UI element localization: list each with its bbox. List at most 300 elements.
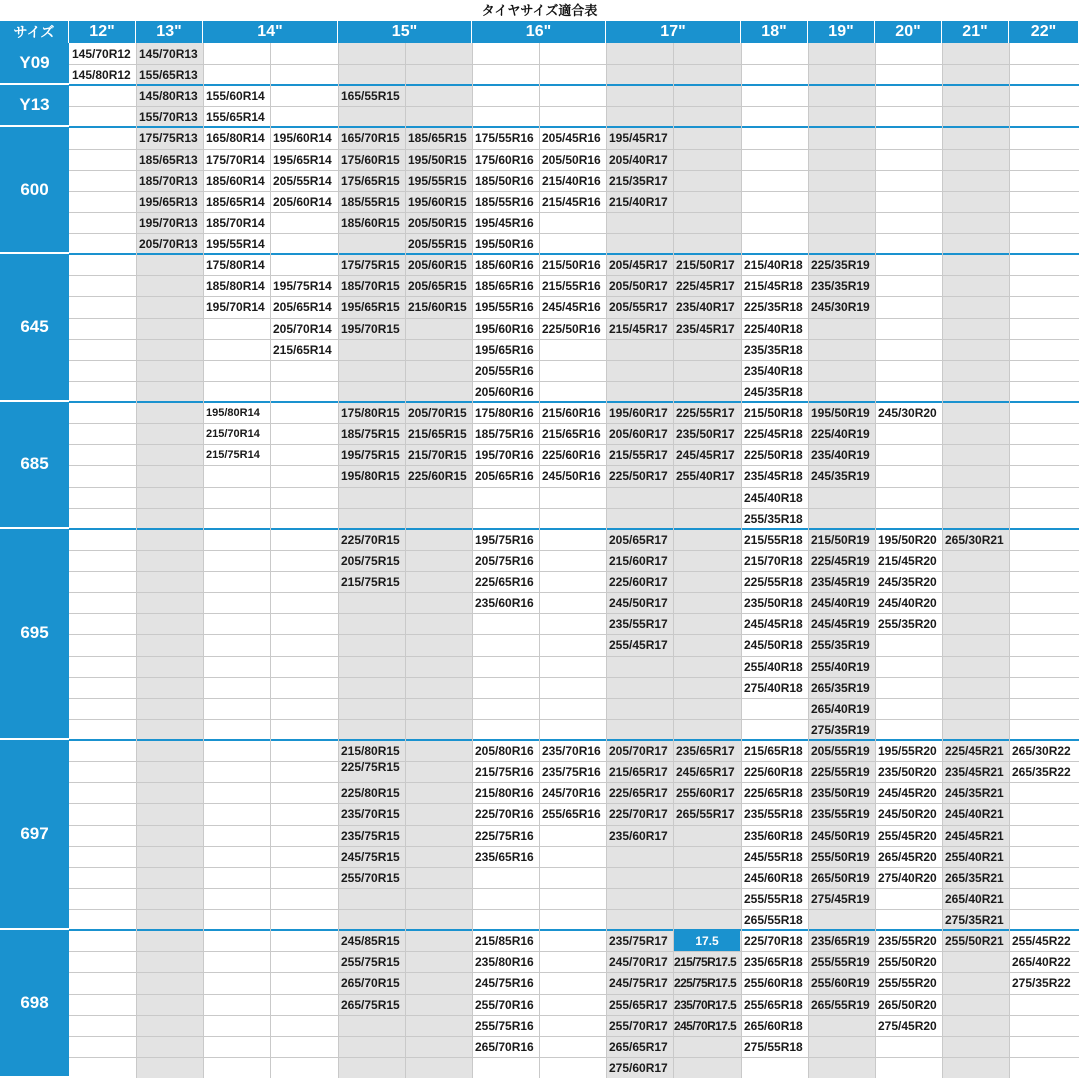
tire-size-cell: 195/55R20 [878, 744, 937, 759]
tire-size-cell: 225/65R16 [475, 575, 534, 590]
header-rim-size: 19" [808, 21, 875, 43]
tire-size-cell: 255/40R19 [811, 659, 870, 674]
tire-size-cell: 155/65R13 [139, 68, 198, 83]
column-divider [1009, 43, 1010, 1078]
tire-size-cell: 265/50R20 [878, 997, 937, 1012]
tire-size-cell: 215/75R15 [341, 575, 400, 590]
tire-size-cell: 225/35R18 [744, 300, 803, 315]
header-rim-size: 15" [338, 21, 472, 43]
tire-size-cell: 225/65R17 [609, 786, 668, 801]
tire-size-cell: 235/65R16 [475, 849, 534, 864]
tire-size-cell: 255/75R16 [475, 1018, 534, 1033]
column-divider [808, 43, 809, 1078]
tire-size-cell: 195/50R19 [811, 406, 870, 421]
header-rim-size: 14" [203, 21, 338, 43]
tire-size-cell: 215/60R16 [542, 406, 601, 421]
tire-size-cell: 205/75R16 [475, 553, 534, 568]
tire-size-cell: 245/50R16 [542, 469, 601, 484]
tire-size-cell: 185/75R15 [341, 427, 400, 442]
row-divider [69, 381, 1079, 382]
tire-size-cell: 225/65R18 [744, 786, 803, 801]
column-divider [338, 43, 339, 1078]
tire-size-cell: 225/45R19 [811, 553, 870, 568]
tire-size-cell: 235/75R16 [542, 765, 601, 780]
tire-size-cell: 245/50R18 [744, 638, 803, 653]
tire-size-cell: 245/35R19 [811, 469, 870, 484]
tire-size-cell: 255/60R18 [744, 976, 803, 991]
tire-size-cell: 235/35R19 [811, 279, 870, 294]
tire-size-cell: 185/70R15 [341, 279, 400, 294]
tire-size-cell: 235/55R20 [878, 934, 937, 949]
tire-size-cell: 245/45R16 [542, 300, 601, 315]
tire-size-cell: 255/35R19 [811, 638, 870, 653]
tire-size-cell: 185/70R14 [206, 215, 265, 230]
tire-size-cell: 225/40R18 [744, 321, 803, 336]
tire-size-cell: 215/60R17 [609, 553, 668, 568]
tire-size-cell: 245/45R17 [676, 448, 735, 463]
tire-size-cell: 245/45R21 [945, 828, 1004, 843]
tire-size-cell: 245/40R18 [744, 490, 803, 505]
shaded-column [673, 43, 741, 1078]
tire-size-cell: 255/35R20 [878, 617, 937, 632]
tire-size-cell: 205/45R16 [542, 131, 601, 146]
column-divider [539, 43, 540, 1078]
tire-size-cell: 245/65R17 [676, 765, 735, 780]
tire-size-cell: 225/70R15 [341, 532, 400, 547]
column-divider [136, 43, 137, 1078]
page-title: タイヤサイズ適合表 [481, 3, 598, 18]
model-label: 697 [0, 740, 69, 930]
tire-size-cell: 185/65R15 [408, 131, 467, 146]
tire-size-cell: 205/60R17 [609, 427, 668, 442]
tire-size-cell: 155/65R14 [206, 110, 265, 125]
tire-size-cell: 215/60R15 [408, 300, 467, 315]
tire-size-cell: 275/40R20 [878, 870, 937, 885]
tire-size-cell: 205/60R15 [408, 258, 467, 273]
tire-size-cell: 195/60R15 [408, 194, 467, 209]
header-rim-size: 12" [69, 21, 136, 43]
tire-size-cell: 195/50R16 [475, 237, 534, 252]
tire-size-cell: 215/65R16 [542, 427, 601, 442]
tire-size-cell: 195/65R13 [139, 194, 198, 209]
column-divider [472, 43, 473, 1078]
tire-size-cell: 155/60R14 [206, 89, 265, 104]
tire-size-cell: 205/50R15 [408, 215, 467, 230]
tire-size-cell: 205/55R14 [273, 173, 332, 188]
tire-size-cell: 215/80R16 [475, 786, 534, 801]
tire-size-cell: 265/30R22 [1012, 744, 1071, 759]
header-size-label: サイズ [0, 21, 69, 43]
tire-size-cell: 235/50R17 [676, 427, 735, 442]
tire-size-cell: 205/70R14 [273, 321, 332, 336]
tire-size-cell: 235/60R16 [475, 596, 534, 611]
tire-size-cell: 235/60R17 [609, 828, 668, 843]
tire-size-cell: 215/50R16 [542, 258, 601, 273]
tire-size-cell: 235/55R19 [811, 807, 870, 822]
tire-size-cell: 195/60R17 [609, 406, 668, 421]
tire-size-cell: 165/55R15 [341, 89, 400, 104]
tire-size-cell: 205/45R17 [609, 258, 668, 273]
row-divider [69, 508, 1079, 509]
tire-size-cell: 205/60R14 [273, 194, 332, 209]
tire-size-cell: 235/40R19 [811, 448, 870, 463]
tire-size-cell: 195/60R16 [475, 321, 534, 336]
tire-size-cell: 225/80R15 [341, 786, 400, 801]
tire-size-cell: 215/55R16 [542, 279, 601, 294]
tire-size-cell: 245/50R20 [878, 807, 937, 822]
tire-size-cell: 225/40R19 [811, 427, 870, 442]
tire-size-cell: 175/60R15 [341, 152, 400, 167]
tire-size-cell: 235/45R18 [744, 469, 803, 484]
tire-size-cell: 235/65R17 [676, 744, 735, 759]
tire-size-cell: 215/45R20 [878, 553, 937, 568]
row-divider [69, 634, 1079, 635]
tire-size-cell: 275/45R20 [878, 1018, 937, 1033]
tire-size-cell: 215/55R17 [609, 448, 668, 463]
tire-size-cell: 235/50R20 [878, 765, 937, 780]
tire-size-cell: 265/40R21 [945, 891, 1004, 906]
tire-size-cell: 185/50R16 [475, 173, 534, 188]
tire-size-cell: 175/60R16 [475, 152, 534, 167]
tire-size-cell: 225/55R17 [676, 406, 735, 421]
model-label: 600 [0, 127, 69, 254]
model-label: 698 [0, 930, 69, 1078]
tire-size-cell: 215/45R17 [609, 321, 668, 336]
tire-size-cell: 205/40R17 [609, 152, 668, 167]
tire-size-cell: 165/70R15 [341, 131, 400, 146]
tire-size-cell: 215/50R18 [744, 406, 803, 421]
tire-size-cell: 185/60R16 [475, 258, 534, 273]
row-divider [69, 677, 1079, 678]
column-divider [270, 43, 271, 1078]
tire-size-cell: 215/70R14 [206, 428, 260, 441]
tire-size-cell: 215/75R14 [206, 449, 260, 462]
tire-size-cell: 265/40R22 [1012, 955, 1071, 970]
tire-size-cell: 255/65R17 [609, 997, 668, 1012]
tire-size-cell: 195/55R15 [408, 173, 467, 188]
tire-size-cell: 255/65R18 [744, 997, 803, 1012]
tire-size-cell: 265/65R17 [609, 1039, 668, 1054]
tire-size-cell: 235/75R15 [341, 828, 400, 843]
column-divider [405, 43, 406, 1078]
tire-size-cell: 205/65R16 [475, 469, 534, 484]
tire-size-cell: 235/70R15 [341, 807, 400, 822]
tire-size-cell: 275/35R21 [945, 913, 1004, 928]
tire-size-cell: 215/85R16 [475, 934, 534, 949]
tire-size-cell: 185/55R15 [341, 194, 400, 209]
tire-size-cell: 225/60R16 [542, 448, 601, 463]
tire-size-cell: 245/75R17 [609, 976, 668, 991]
model-label: Y09 [0, 43, 69, 85]
tire-size-cell: 175/80R14 [206, 258, 265, 273]
tire-size-cell: 195/45R16 [475, 215, 534, 230]
tire-size-cell: 245/45R19 [811, 617, 870, 632]
header-rim-size: 20" [875, 21, 942, 43]
tire-size-cell: 185/65R14 [206, 194, 265, 209]
tire-size-cell: 225/45R21 [945, 744, 1004, 759]
tire-size-cell: 225/75R17.5 [674, 976, 737, 991]
tire-size-cell: 255/45R17 [609, 638, 668, 653]
row-divider [69, 698, 1079, 699]
tire-size-cell: 255/50R19 [811, 849, 870, 864]
tire-size-cell: 235/45R21 [945, 765, 1004, 780]
tire-size-cell: 225/70R17 [609, 807, 668, 822]
tire-size-cell: 215/65R18 [744, 744, 803, 759]
tire-size-cell: 235/60R18 [744, 828, 803, 843]
tire-size-cell: 205/50R16 [542, 152, 601, 167]
tire-size-cell: 255/70R17 [609, 1018, 668, 1033]
model-label: 685 [0, 402, 69, 529]
tire-size-cell: 265/55R17 [676, 807, 735, 822]
tire-size-cell: 215/55R18 [744, 532, 803, 547]
tire-size-cell: 205/55R15 [408, 237, 467, 252]
tire-size-cell: 245/55R18 [744, 849, 803, 864]
tire-size-cell: 245/45R20 [878, 786, 937, 801]
tire-size-cell: 265/60R18 [744, 1018, 803, 1033]
tire-size-cell: 245/70R17 [609, 955, 668, 970]
tire-size-cell: 225/70R16 [475, 807, 534, 822]
tire-size-cell: 255/35R18 [744, 511, 803, 526]
tire-size-cell: 225/75R16 [475, 828, 534, 843]
tire-size-cell: 275/40R18 [744, 680, 803, 695]
tire-size-cell: 235/80R16 [475, 955, 534, 970]
tire-size-cell: 245/40R20 [878, 596, 937, 611]
model-label: 645 [0, 254, 69, 402]
tire-size-cell: 235/70R17.5 [674, 997, 737, 1012]
tire-size-cell: 205/75R15 [341, 553, 400, 568]
tire-size-cell: 225/50R17 [609, 469, 668, 484]
tire-size-cell: 225/55R18 [744, 575, 803, 590]
tire-size-cell: 195/50R15 [408, 152, 467, 167]
tire-size-cell: 275/60R17 [609, 1060, 668, 1075]
tire-size-cell: 235/65R19 [811, 934, 870, 949]
column-divider [741, 43, 742, 1078]
header-rim-size: 21" [942, 21, 1009, 43]
tire-size-cell: 225/75R15 [341, 760, 400, 775]
row-divider [69, 360, 1079, 361]
tire-size-cell: 205/55R16 [475, 363, 534, 378]
tire-size-cell: 175/70R14 [206, 152, 265, 167]
tire-size-cell: 215/40R17 [609, 194, 668, 209]
tire-size-cell: 265/70R16 [475, 1039, 534, 1054]
tire-size-cell: 225/60R18 [744, 765, 803, 780]
header-rim-size: 16" [472, 21, 606, 43]
column-divider [606, 43, 607, 1078]
tire-size-cell: 175/65R15 [341, 173, 400, 188]
tire-size-cell: 215/50R17 [676, 258, 735, 273]
tire-size-cell: 215/40R18 [744, 258, 803, 273]
tire-size-cell: 175/80R15 [341, 406, 400, 421]
tire-size-cell: 215/70R15 [408, 448, 467, 463]
tire-size-cell: 245/85R15 [341, 934, 400, 949]
header-rim-size: 18" [741, 21, 808, 43]
tire-size-cell: 255/45R20 [878, 828, 937, 843]
tire-size-cell: 145/70R13 [139, 47, 198, 61]
tire-size-cell: 195/70R16 [475, 448, 534, 463]
tire-size-cell: 205/70R13 [139, 237, 198, 252]
row-divider [69, 719, 1079, 720]
tire-size-cell: 255/40R17 [676, 469, 735, 484]
tire-size-cell: 275/45R19 [811, 891, 870, 906]
tire-size-cell: 215/40R16 [542, 173, 601, 188]
tire-size-cell: 215/65R17 [609, 765, 668, 780]
tire-size-cell: 265/40R19 [811, 701, 870, 716]
tire-size-cell: 245/30R20 [878, 406, 937, 421]
tire-size-cell: 215/50R19 [811, 532, 870, 547]
tire-size-cell: 245/75R15 [341, 849, 400, 864]
tire-size-cell: 255/55R19 [811, 955, 870, 970]
tire-size-cell: 245/35R18 [744, 384, 803, 399]
tire-size-cell: 255/65R16 [542, 807, 601, 822]
tire-size-cell: 265/50R19 [811, 870, 870, 885]
tire-size-cell: 255/55R20 [878, 976, 937, 991]
tire-size-cell: 265/30R21 [945, 532, 1004, 547]
tire-size-cell: 245/50R19 [811, 828, 870, 843]
tire-size-cell: 255/45R22 [1012, 934, 1071, 949]
tire-size-cell: 195/75R14 [273, 279, 332, 294]
tire-size-cell: 235/70R16 [542, 744, 601, 759]
model-label: Y13 [0, 85, 69, 127]
tire-size-cell: 275/55R18 [744, 1039, 803, 1054]
tire-size-cell: 275/35R19 [811, 722, 870, 737]
tire-size-cell: 255/40R18 [744, 659, 803, 674]
tire-size-cell: 255/60R19 [811, 976, 870, 991]
tire-size-cell: 225/35R19 [811, 258, 870, 273]
tire-size-cell: 215/75R16 [475, 765, 534, 780]
tire-size-cell: 195/80R15 [341, 469, 400, 484]
tire-size-cell: 255/60R17 [676, 786, 735, 801]
tire-size-cell: 245/60R18 [744, 870, 803, 885]
tire-size-cell: 225/60R17 [609, 575, 668, 590]
tire-size-cell: 195/65R14 [273, 152, 332, 167]
tire-size-cell: 215/45R16 [542, 194, 601, 209]
tire-size-cell: 215/35R17 [609, 173, 668, 188]
tire-size-cell: 215/65R14 [273, 342, 332, 357]
tire-size-cell: 215/75R17.5 [674, 955, 737, 970]
tire-size-cell: 205/60R16 [475, 384, 534, 399]
tire-size-cell: 245/45R18 [744, 617, 803, 632]
column-divider [942, 43, 943, 1078]
tire-size-cell: 195/65R15 [341, 300, 400, 315]
tire-size-cell: 235/40R17 [676, 300, 735, 315]
tire-size-cell: 145/80R13 [139, 89, 198, 104]
tire-size-cell: 245/35R21 [945, 786, 1004, 801]
tire-size-cell: 185/65R13 [139, 152, 198, 167]
tire-size-cell: 175/80R16 [475, 406, 534, 421]
tire-size-cell: 185/60R15 [341, 215, 400, 230]
header-rim-size: 17" [606, 21, 741, 43]
tire-size-cell: 175/75R13 [139, 131, 198, 146]
tire-size-cell: 255/75R15 [341, 955, 400, 970]
tire-size-cell: 235/45R17 [676, 321, 735, 336]
tire-size-cell: 195/60R14 [273, 131, 332, 146]
tire-size-cell: 155/70R13 [139, 110, 198, 125]
tire-size-cell: 195/55R16 [475, 300, 534, 315]
tire-size-cell: 225/50R18 [744, 448, 803, 463]
column-divider [203, 43, 204, 1078]
tire-size-cell: 225/45R18 [744, 427, 803, 442]
tire-size-cell: 215/80R15 [341, 744, 400, 759]
tire-size-cell: 235/55R18 [744, 807, 803, 822]
tire-size-cell: 235/45R19 [811, 575, 870, 590]
tire-size-cell: 195/65R16 [475, 342, 534, 357]
tire-size-cell: 235/50R19 [811, 786, 870, 801]
tire-size-cell: 185/60R14 [206, 173, 265, 188]
tire-size-cell: 205/65R14 [273, 300, 332, 315]
tire-size-cell: 255/70R16 [475, 997, 534, 1012]
row-divider [69, 656, 1079, 657]
tire-size-cell: 245/40R21 [945, 807, 1004, 822]
tire-size-cell: 195/45R17 [609, 131, 668, 146]
tire-size-cell: 215/65R15 [408, 427, 467, 442]
tire-size-cell: 255/50R21 [945, 934, 1004, 949]
tire-size-cell: 265/35R19 [811, 680, 870, 695]
row-divider [69, 888, 1079, 889]
tire-size-cell: 265/45R20 [878, 849, 937, 864]
tire-size-cell: 255/70R15 [341, 870, 400, 885]
tire-size-cell: 245/70R16 [542, 786, 601, 801]
tire-size-cell: 205/70R17 [609, 744, 668, 759]
tire-size-cell: 255/40R21 [945, 849, 1004, 864]
tire-size-cell: 205/55R19 [811, 744, 870, 759]
tire-size-cell: 225/70R18 [744, 934, 803, 949]
tire-size-cell: 265/35R22 [1012, 765, 1071, 780]
tire-size-cell: 225/60R15 [408, 469, 467, 484]
row-divider [69, 1057, 1079, 1058]
column-divider [875, 43, 876, 1078]
tire-size-cell: 255/55R18 [744, 891, 803, 906]
tire-size-cell: 235/75R17 [609, 934, 668, 949]
tire-size-cell: 235/40R18 [744, 363, 803, 378]
header-rim-size: 13" [136, 21, 203, 43]
tire-size-cell: 185/65R16 [475, 279, 534, 294]
tire-size-cell: 195/75R15 [341, 448, 400, 463]
header-rim-size: 22" [1009, 21, 1079, 43]
tire-size-cell: 195/70R13 [139, 215, 198, 230]
row-divider [69, 64, 1079, 65]
tire-size-cell: 185/75R16 [475, 427, 534, 442]
tire-size-cell: 185/55R16 [475, 194, 534, 209]
tire-size-cell: 275/35R22 [1012, 976, 1071, 991]
tire-size-cell: 235/55R17 [609, 617, 668, 632]
tire-size-cell: 265/70R15 [341, 976, 400, 991]
row-divider [69, 487, 1079, 488]
tire-size-cell: 235/35R18 [744, 342, 803, 357]
tire-size-cell: 205/65R15 [408, 279, 467, 294]
tire-size-cell: 225/55R19 [811, 765, 870, 780]
tire-size-cell: 205/80R16 [475, 744, 534, 759]
tire-size-cell: 175/55R16 [475, 131, 534, 146]
tire-size-cell: 245/30R19 [811, 300, 870, 315]
tire-size-cell: 185/80R14 [206, 279, 265, 294]
column-divider [673, 43, 674, 1078]
highlight-cell: 17.5 [674, 931, 740, 951]
tire-size-cell: 205/55R17 [609, 300, 668, 315]
tire-size-cell: 195/70R14 [206, 300, 265, 315]
tire-size-cell: 235/50R18 [744, 596, 803, 611]
tire-size-cell: 195/70R15 [341, 321, 400, 336]
tire-size-cell: 265/75R15 [341, 997, 400, 1012]
tire-size-cell: 205/65R17 [609, 532, 668, 547]
tire-size-cell: 175/75R15 [341, 258, 400, 273]
tire-size-cell: 255/50R20 [878, 955, 937, 970]
tire-size-cell: 245/40R19 [811, 596, 870, 611]
tire-size-cell: 145/70R12 [72, 47, 131, 61]
tire-size-cell: 225/45R17 [676, 279, 735, 294]
tire-size-cell: 265/35R21 [945, 870, 1004, 885]
tire-size-cell: 145/80R12 [72, 68, 131, 83]
tire-size-cell: 195/55R14 [206, 237, 265, 252]
